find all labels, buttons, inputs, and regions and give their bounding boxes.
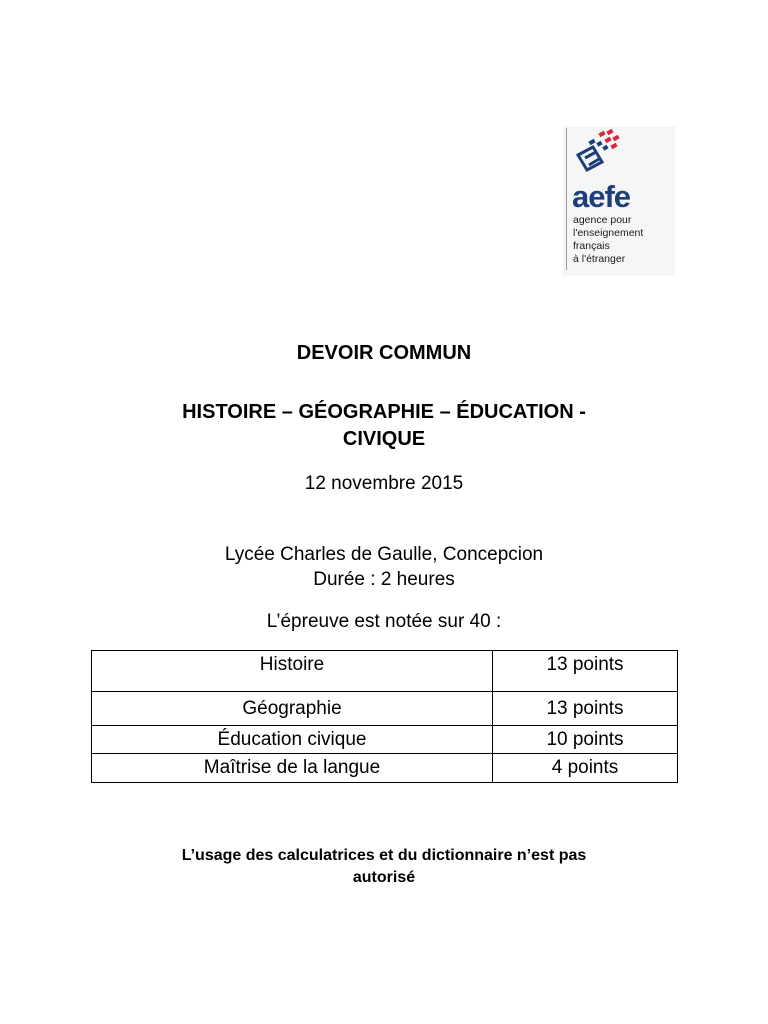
logo-divider	[566, 128, 567, 270]
exam-duration: Durée : 2 heures	[313, 569, 455, 590]
table-row	[92, 726, 678, 754]
notice-line: L’usage des calculatrices et du dictionnaire n’est pas	[181, 847, 587, 864]
subject-cell: Maîtrise de la langue	[92, 754, 493, 783]
table-row	[92, 692, 678, 726]
school-name: Lycée Charles de Gaulle, Concepcion	[224, 544, 544, 565]
exam-date: 12 novembre 2015	[304, 473, 464, 494]
logo-tagline-line: agence pour	[573, 214, 632, 226]
subject-heading-line-2: CIVIQUE	[342, 428, 426, 450]
document-title: DEVOIR COMMUN	[296, 342, 472, 364]
aefe-logo	[563, 126, 675, 276]
logo-tagline	[573, 214, 643, 266]
subject-cell: Éducation civique	[92, 726, 493, 754]
logo-tagline-line: français	[573, 240, 610, 252]
subject-cell: Histoire	[92, 651, 493, 692]
notice-line: autorisé	[352, 869, 416, 886]
aefe-emblem-icon	[569, 128, 629, 182]
grading-intro: L’épreuve est notée sur 40 :	[266, 611, 502, 632]
subject-cell: Géographie	[92, 692, 493, 726]
subject-heading-line-1: HISTOIRE – GÉOGRAPHIE – ÉDUCATION -	[182, 401, 586, 423]
logo-wordmark: aefe	[572, 179, 631, 214]
points-cell: 13 points	[493, 651, 678, 692]
calculator-notice	[0, 845, 768, 889]
logo-tagline-line: l'enseignement	[573, 227, 644, 239]
points-cell: 13 points	[493, 692, 678, 726]
points-cell: 4 points	[493, 754, 678, 783]
points-cell: 10 points	[493, 726, 678, 754]
grading-table	[91, 650, 678, 783]
table-row	[92, 651, 678, 692]
table-row	[92, 754, 678, 783]
logo-tagline-line: à l'étranger	[573, 253, 626, 265]
